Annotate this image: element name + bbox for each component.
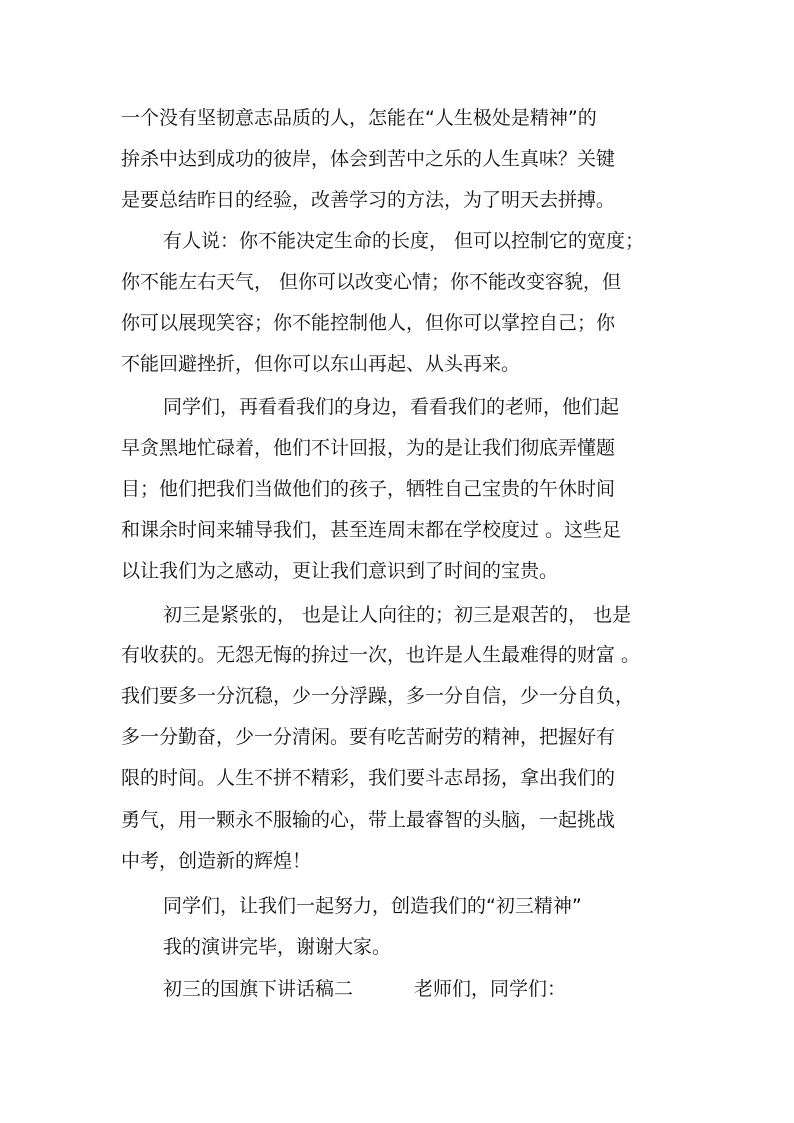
text-line: 勇气，用一颗永不服输的心，带上最睿智的头脑，一起挑战 <box>121 809 616 831</box>
text-line: 不能回避挫折，但你可以东山再起、从头再来。 <box>121 353 521 375</box>
text-line: 你不能左右天气， 但你可以改变心情；你不能改变容貌，但 <box>121 271 622 293</box>
text-line: 你可以展现笑容；你不能控制他人，但你可以掌控自己；你 <box>121 312 616 334</box>
text-line: 拚杀中达到成功的彼岸，体会到苦中之乐的人生真味？关键 <box>121 148 616 170</box>
section-title: 初三的国旗下讲话稿二 <box>163 978 354 1000</box>
text-line: 目；他们把我们当做他们的孩子，牺牲自己宝贵的午休时间 <box>121 478 616 500</box>
text-line: 限的时间。人生不拼不精彩，我们要斗志昂扬，拿出我们的 <box>121 767 616 789</box>
text-line: 多一分勤奋，少一分清闲。要有吃苦耐劳的精神，把握好有 <box>121 726 616 748</box>
text-line: 初三是紧张的， 也是让人向往的；初三是艰苦的， 也是 <box>163 604 632 626</box>
text-line: 一个没有坚韧意志品质的人，怎能在“人生极处是精神”的 <box>121 107 597 129</box>
text-line: 是要总结昨日的经验，改善学习的方法，为了明天去拼搏。 <box>121 189 616 211</box>
text-line: 中考，创造新的辉煌！ <box>121 850 312 872</box>
text-line: 有收获的。无怨无悔的拚过一次，也许是人生最难得的财富 。 <box>121 644 641 666</box>
text-line: 和课余时间来辅导我们，甚至连周末都在学校度过 。这些足 <box>121 519 622 541</box>
text-line: 同学们，再看看我们的身边，看看我们的老师，他们起 <box>163 396 620 418</box>
text-line: 我们要多一分沉稳，少一分浮躁，多一分自信，少一分自负， <box>121 685 635 707</box>
text-line: 有人说：你不能决定生命的长度， 但可以控制它的宽度； <box>163 230 645 252</box>
text-line: 早贪黑地忙碌着，他们不计回报，为的是让我们彻底弄懂题 <box>121 437 616 459</box>
text-line: 同学们，让我们一起努力，创造我们的“初三精神” <box>163 895 582 917</box>
text-line: 以让我们为之感动，更让我们意识到了时间的宝贵。 <box>121 560 559 582</box>
salutation: 老师们，同学们： <box>414 978 567 1000</box>
text-line: 我的演讲完毕，谢谢大家。 <box>163 936 392 958</box>
